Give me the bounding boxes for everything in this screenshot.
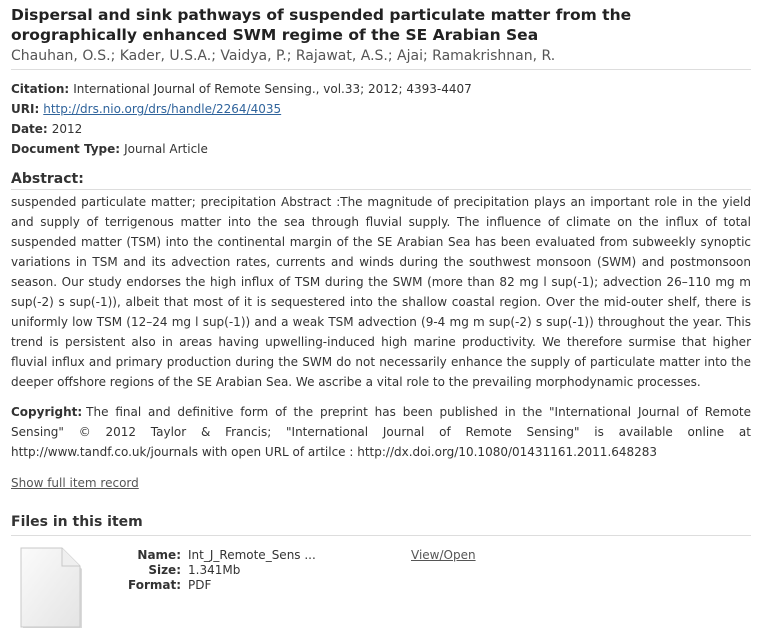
document-type-value: Journal Article bbox=[124, 142, 208, 156]
document-type-label: Document Type: bbox=[11, 142, 121, 156]
abstract-text: suspended particulate matter; precipitation Abstract :The magnitude of precipitation plays an important role in the yield and supply of terrigenous matter into the sea through fluvial supply. The influence of climate on the influx of total suspended matter (TSM) into the continental margin of the SE Arabian Sea has been evaluated from subweekly synoptic variations in TSM and its advection rates, currents and winds during the southwest monsoon (SWM) and postmonsoon season. Our study endorses the high influx of TSM during the SWM (more than 82 mg l sup(-1); advection 26–110 mg m sup(-2) s sup(-1)), albeit that most of it is sequestered into the shallow coastal region. Over the mid-outer shelf, there is uniformly low TSM (12–24 mg l sup(-1)) and a weak TSM advection (9-4 mg m sup(-2) s sup(-1)) throughout the year. This trend is persistent also in areas having upwelling-induced high marine productivity. We therefore surmise that higher fluvial influx and primary production during the SWM do not necessarily enhance the supply of particulate matter into the deeper offshore regions of the SE Arabian Sea. We ascribe a vital role to the prevailing morphodynamic processes. bbox=[11, 195, 751, 389]
uri-field bbox=[11, 101, 751, 117]
copyright-label: Copyright: bbox=[11, 405, 83, 419]
show-full-record-link[interactable]: Show full item record bbox=[11, 476, 139, 490]
file-icon[interactable] bbox=[20, 547, 82, 629]
abstract-heading: Abstract: bbox=[11, 171, 84, 187]
citation-label: Citation: bbox=[11, 82, 70, 96]
file-meta-labels bbox=[100, 548, 181, 593]
date-value: 2012 bbox=[51, 122, 83, 136]
document-type-field bbox=[11, 141, 751, 157]
view-open-link[interactable]: View/Open bbox=[411, 548, 476, 562]
date-label: Date: bbox=[11, 122, 48, 136]
files-heading: Files in this item bbox=[11, 514, 143, 530]
file-size-value: 1.341Mb bbox=[188, 563, 241, 577]
file-format-value: PDF bbox=[188, 578, 212, 592]
date-field bbox=[11, 121, 751, 137]
copyright-block bbox=[11, 402, 751, 462]
file-name-value: Int_J_Remote_Sens ... bbox=[188, 548, 316, 562]
citation-field bbox=[11, 81, 751, 97]
file-name-label: Name: bbox=[137, 548, 181, 562]
item-title: Dispersal and sink pathways of suspended particulate matter from the orographically enhanced SWM regime of the SE Arabian Sea bbox=[11, 6, 632, 44]
title-divider bbox=[11, 69, 751, 70]
file-meta-values bbox=[188, 548, 316, 593]
uri-label: URI: bbox=[11, 102, 40, 116]
citation-value: International Journal of Remote Sensing., vol.33; 2012; 4393-4407 bbox=[73, 82, 472, 96]
abstract-divider bbox=[11, 189, 751, 190]
item-authors: Chauhan, O.S.; Kader, U.S.A.; Vaidya, P.; Rajawat, A.S.; Ajai; Ramakrishnan, R. bbox=[11, 48, 556, 64]
file-size-label: Size: bbox=[148, 563, 181, 577]
uri-link[interactable]: http://drs.nio.org/drs/handle/2264/4035 bbox=[43, 102, 282, 116]
file-format-label: Format: bbox=[127, 578, 181, 592]
copyright-text: The final and definitive form of the preprint has been published in the "International Journal of Remote Sensing" © 2012 Taylor & Francis; "International Journal of Remote Sensing" is available online at http://www.tandf.co.uk/journals with open URL of artilce : http://dx.doi.org/10.1080/01431161.2011.648283 bbox=[11, 405, 751, 459]
files-divider bbox=[11, 535, 751, 536]
